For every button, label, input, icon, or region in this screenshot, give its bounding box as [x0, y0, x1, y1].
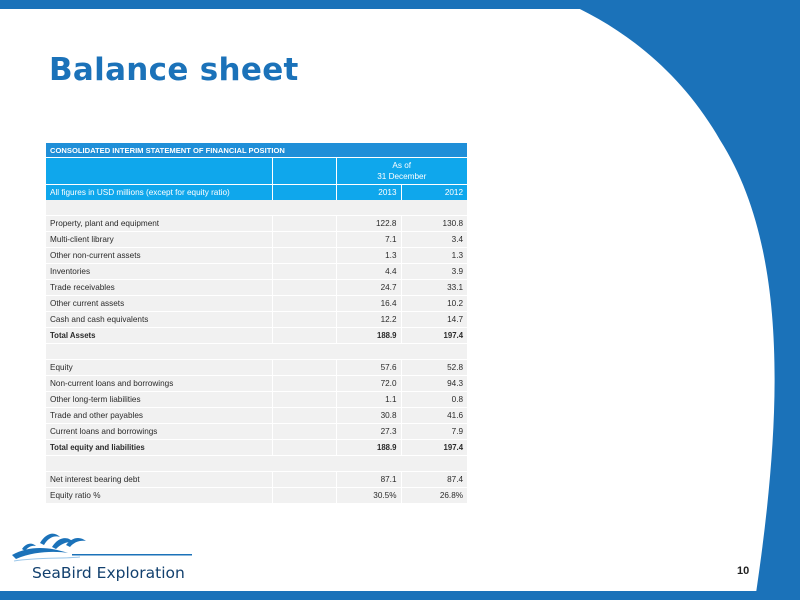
value-2012: 1.3 — [401, 248, 467, 264]
balance-sheet-table — [46, 143, 467, 504]
value-2012: 14.7 — [401, 312, 467, 328]
year-2013-header: 2013 — [336, 185, 401, 201]
table-heading-row — [46, 143, 467, 158]
value-2012: 197.4 — [401, 328, 467, 344]
row-label: Other current assets — [46, 296, 272, 312]
value-2013: 122.8 — [336, 216, 401, 232]
table-row — [46, 296, 467, 312]
as-of-row — [46, 158, 467, 185]
value-2012: 26.8% — [401, 488, 467, 504]
year-2012-header: 2012 — [401, 185, 467, 201]
value-2013: 188.9 — [336, 440, 401, 456]
value-2012: 130.8 — [401, 216, 467, 232]
table-row — [46, 376, 467, 392]
as-of-line1: As of — [392, 161, 412, 170]
row-label: Total equity and liabilities — [46, 440, 272, 456]
value-2013: 188.9 — [336, 328, 401, 344]
as-of-label — [336, 158, 467, 185]
value-2012: 3.9 — [401, 264, 467, 280]
value-2013: 4.4 — [336, 264, 401, 280]
table-row — [46, 248, 467, 264]
row-label: Other non-current assets — [46, 248, 272, 264]
logo-text: SeaBird Exploration — [32, 564, 185, 582]
table-row — [46, 216, 467, 232]
value-2012: 197.4 — [401, 440, 467, 456]
page-number: 10 — [737, 565, 750, 577]
table-row — [46, 264, 467, 280]
table-row — [46, 424, 467, 440]
row-label: Multi-client library — [46, 232, 272, 248]
value-2012: 10.2 — [401, 296, 467, 312]
table-row — [46, 408, 467, 424]
value-2013: 30.8 — [336, 408, 401, 424]
value-2013: 12.2 — [336, 312, 401, 328]
value-2013: 87.1 — [336, 472, 401, 488]
value-2013: 7.1 — [336, 232, 401, 248]
value-2012: 33.1 — [401, 280, 467, 296]
value-2013: 30.5% — [336, 488, 401, 504]
value-2013: 27.3 — [336, 424, 401, 440]
years-row — [46, 185, 467, 201]
table-row — [46, 232, 467, 248]
page-title: Balance sheet — [49, 52, 299, 88]
table-row — [46, 312, 467, 328]
row-label: Non-current loans and borrowings — [46, 376, 272, 392]
table-row — [46, 360, 467, 376]
units-label: All figures in USD millions (except for equity ratio) — [46, 185, 272, 201]
as-of-line2: 31 December — [377, 172, 427, 181]
table-row — [46, 488, 467, 504]
row-label: Total Assets — [46, 328, 272, 344]
table-row — [46, 472, 467, 488]
value-2012: 41.6 — [401, 408, 467, 424]
total-equity-liabilities-row — [46, 440, 467, 456]
value-2012: 7.9 — [401, 424, 467, 440]
table-row — [46, 280, 467, 296]
row-label: Cash and cash equivalents — [46, 312, 272, 328]
row-label: Property, plant and equipment — [46, 216, 272, 232]
value-2013: 1.3 — [336, 248, 401, 264]
value-2013: 72.0 — [336, 376, 401, 392]
total-assets-row — [46, 328, 467, 344]
row-label: Inventories — [46, 264, 272, 280]
table-row — [46, 392, 467, 408]
row-label: Trade and other payables — [46, 408, 272, 424]
row-label: Net interest bearing debt — [46, 472, 272, 488]
value-2012: 52.8 — [401, 360, 467, 376]
table-heading: CONSOLIDATED INTERIM STATEMENT OF FINANCIAL POSITION — [46, 143, 467, 158]
row-label: Equity — [46, 360, 272, 376]
value-2012: 94.3 — [401, 376, 467, 392]
value-2013: 16.4 — [336, 296, 401, 312]
value-2013: 24.7 — [336, 280, 401, 296]
row-label: Equity ratio % — [46, 488, 272, 504]
value-2012: 0.8 — [401, 392, 467, 408]
bottom-band — [0, 591, 800, 600]
value-2012: 3.4 — [401, 232, 467, 248]
row-label: Trade receivables — [46, 280, 272, 296]
value-2013: 1.1 — [336, 392, 401, 408]
row-label: Other long-term liabilities — [46, 392, 272, 408]
value-2013: 57.6 — [336, 360, 401, 376]
value-2012: 87.4 — [401, 472, 467, 488]
row-label: Current loans and borrowings — [46, 424, 272, 440]
